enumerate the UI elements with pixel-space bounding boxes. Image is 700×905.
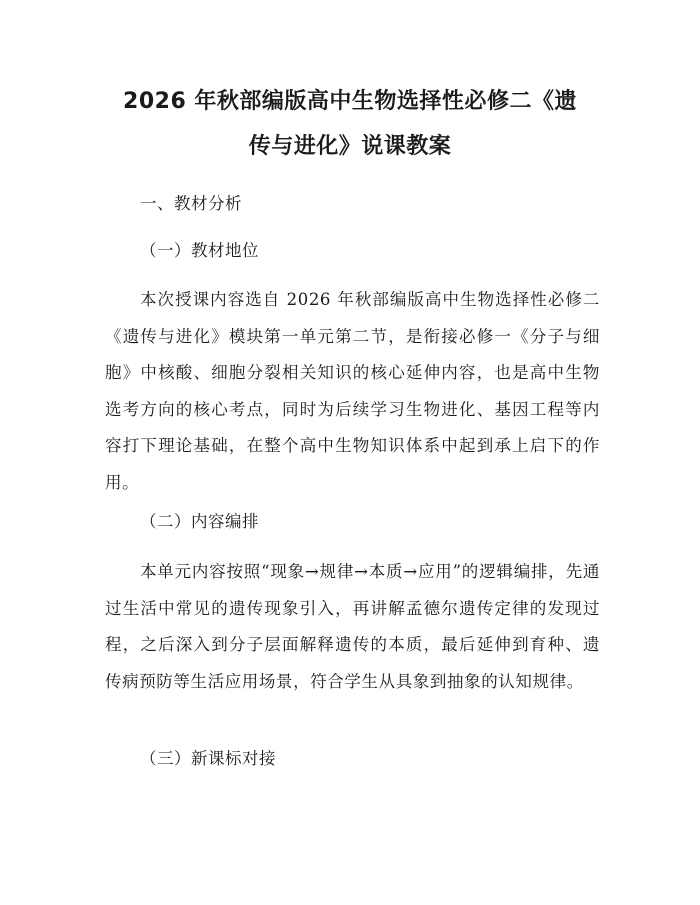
section-heading-textbook-analysis: 一、教材分析 (140, 194, 242, 213)
document-title-line-1: 2026 年秋部编版高中生物选择性必修二《遗 (123, 89, 577, 114)
document-title-line-2: 传与进化》说课教案 (248, 134, 452, 159)
paragraph-content-arrangement: 本单元内容按照“现象→规律→本质→应用”的逻辑编排，先通过生活中常见的遗传现象引入，再讲解孟德尔遗传定律的发现过程，之后深入到分子层面解释遗传的本质，最后延伸到育种、遗传病预防等生活应用场景，符合学生从具象到抽象的认知规律。 (105, 562, 600, 691)
subheading-textbook-position: （一）教材地位 (140, 241, 259, 260)
subheading-content-arrangement: （二）内容编排 (140, 512, 259, 531)
paragraph-textbook-position: 本次授课内容选自 2026 年秋部编版高中生物选择性必修二《遗传与进化》模块第一单元第二节，是衔接必修一《分子与细胞》中核酸、细胞分裂相关知识的核心延伸内容，也是高中生物选考方向的核心考点，同时为后续学习生物进化、基因工程等内容打下理论基础，在整个高中生物知识体系中起到承上启下的作用。 (105, 290, 600, 492)
subheading-new-curriculum: （三）新课标对接 (140, 749, 276, 768)
